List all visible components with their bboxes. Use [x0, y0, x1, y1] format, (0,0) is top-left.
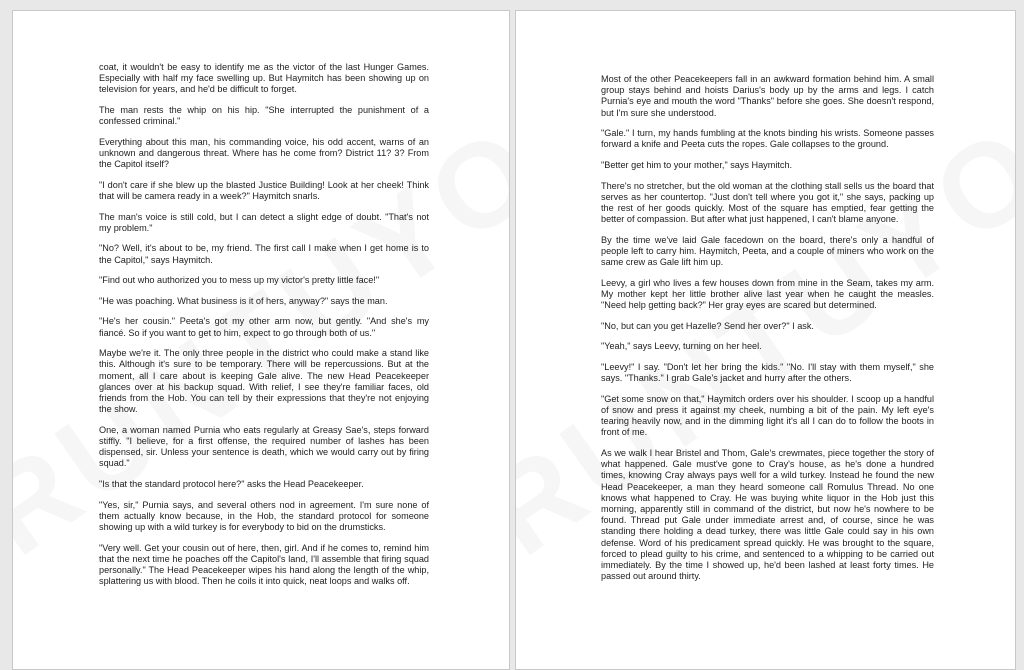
paragraph: "Better get him to your mother," says Haymitch. — [601, 160, 793, 170]
paragraph: The man's voice is still cold, but I can detect a slight edge of doubt. "That's not my problem." — [99, 211, 429, 233]
paragraph: "Yes, sir," Purnia says, and several others nod in agreement. I'm sure none of them actually know because, in the Hob, the standard protocol for someone showing up with a wild turkey is for everybody to bid on the drumsticks. — [99, 499, 429, 532]
paragraph: "Yeah," says Leevy, turning on her heel. — [601, 341, 762, 352]
paragraph: "Find out who authorized you to mess up my victor's pretty little face!" — [99, 275, 380, 286]
paragraph: "Is that the standard protocol here?" asks the Head Peacekeeper. — [99, 478, 364, 489]
paragraph: "I don't care if she blew up the blasted Justice Building! Look at her cheek! Think that will be camera ready in a week?" Haymitch snarls. — [99, 179, 429, 201]
paragraph: By the time we've laid Gale facedown on the board, there's only a handful of people left to carry him. Haymitch, Peeta, and a couple of miners who work on the same crew as Gale lift him up. — [601, 234, 934, 268]
paragraph: Most of the other Peacekeepers fall in an awkward formation behind him. A small group stays behind and hoists Darius's body up by the arms and legs. I catch Purnia's eye and mouth the word "Thanks" before she goes. She doesn't respond, but I'm sure she understood. — [601, 74, 934, 118]
paragraph: "No, but can you get Hazelle? Send her over?" I ask. — [601, 320, 814, 331]
paragraph: Maybe we're it. The only three people in the district who could make a stand like this. Although it's sure to be temporary. There will be repercussions. But at the moment, all I care about is keeping Gale alive. The new Head Peacekeeper glances over at his backup squad. With relief, I see they're familiar faces, old friends from the Hob. You can tell by their expressions that they're not enjoying the show. — [99, 348, 429, 415]
paragraph: There's no stretcher, but the old woman at the clothing stall sells us the board that serves as her countertop. "Just don't tell where you got it," she says, packing up the rest of her goods quickly. Most of the square has emptied, fear getting the better of compassion. But after what just happened, I can't blame anyone. — [601, 180, 934, 225]
paragraph: "Leevy!" I say. "Don't let her bring the kids." "No. I'll stay with them myself," she says. "Thanks." I grab Gale's jacket and hurry after the others. — [601, 361, 934, 384]
paragraph: "No? Well, it's about to be, my friend. The first call I make when I get home is to the Capitol," says Haymitch. — [99, 243, 429, 265]
paragraph: "He's her cousin." Peeta's got my other arm now, but gently. "And she's my fiancé. So if you want to get to him, expect to go through both of us." — [99, 316, 429, 338]
paragraph: The man rests the whip on his hip. "She interrupted the punishment of a confessed criminal." — [99, 105, 429, 127]
paragraph: One, a woman named Purnia who eats regularly at Greasy Sae's, steps forward stiffly. "I believe, for a first offense, the required number of lashes has been dispensed, sir. Unless your sentence is death, which we would carry out by firing squad." — [99, 424, 429, 469]
paragraph: Everything about this man, his commanding voice, his odd accent, warns of an unknown and dangerous threat. Where has he come from? District 11? 3? From the Capitol itself? — [99, 136, 429, 170]
document-page-right — [515, 10, 1016, 670]
paragraph: "Get some snow on that," Haymitch orders over his shoulder. I scoop up a handful of snow and press it against my cheek, numbing a bit of the pain. My left eye's tearing heavily now, and in the dimming light it's all I can do to follow the boots in front of me. — [601, 393, 934, 438]
paragraph: "Very well. Get your cousin out of here, then, girl. And if he comes to, remind him that the next time he poaches off the Capitol's land, I'll assemble that firing squad personally." The Head Peacekeeper wipes his hand along the length of the whip, splattering us with blood. Then he coils it into quick, neat loops and walks off. — [99, 542, 429, 587]
page-text-left — [99, 62, 429, 597]
page-text-right — [601, 74, 934, 592]
paragraph: Leevy, a girl who lives a few houses down from mine in the Seam, takes my arm. My mother kept her little brother alive last year when he caught the measles. "Need help getting back?" Her gray eyes are scared but determined. — [601, 277, 934, 311]
document-page-left — [12, 10, 510, 670]
paragraph: "He was poaching. What business is it of hers, anyway?" says the man. — [99, 295, 388, 306]
paragraph: "Gale." I turn, my hands fumbling at the knots binding his wrists. Someone passes forward a knife and Peeta cuts the ropes. Gale collapses to the ground. — [601, 128, 934, 150]
paragraph: As we walk I hear Bristel and Thom, Gale's crewmates, piece together the story of what happened. Gale must've gone to Cray's house, as he's done a hundred times, knowing Cray always pays well for a wild turkey. Instead he found the new Head Peacekeeper, a man they heard someone call Romulus Thread. No one knows what happened to Cray. He was buying white liquor in the Hob just this morning, apparently still in command of the district, but now he's nowhere to be found. Thread put Gale under immediate arrest and, of course, since he was standing there holding a dead turkey, there was little Gale could say in his own defense. Word of his predicament spread quickly. He was brought to the square, forced to plead guilty to his crime, and sentenced to a whipping to be carried out immediately. By the time I showed up, he'd been lashed at least forty times. He passed out around thirty. — [601, 447, 934, 582]
paragraph: coat, it wouldn't be easy to identify me as the victor of the last Hunger Games. Especially with half my face swelling up. But Haymitch has been showing up on television for years, and he'd be difficult to forget. — [99, 62, 429, 95]
